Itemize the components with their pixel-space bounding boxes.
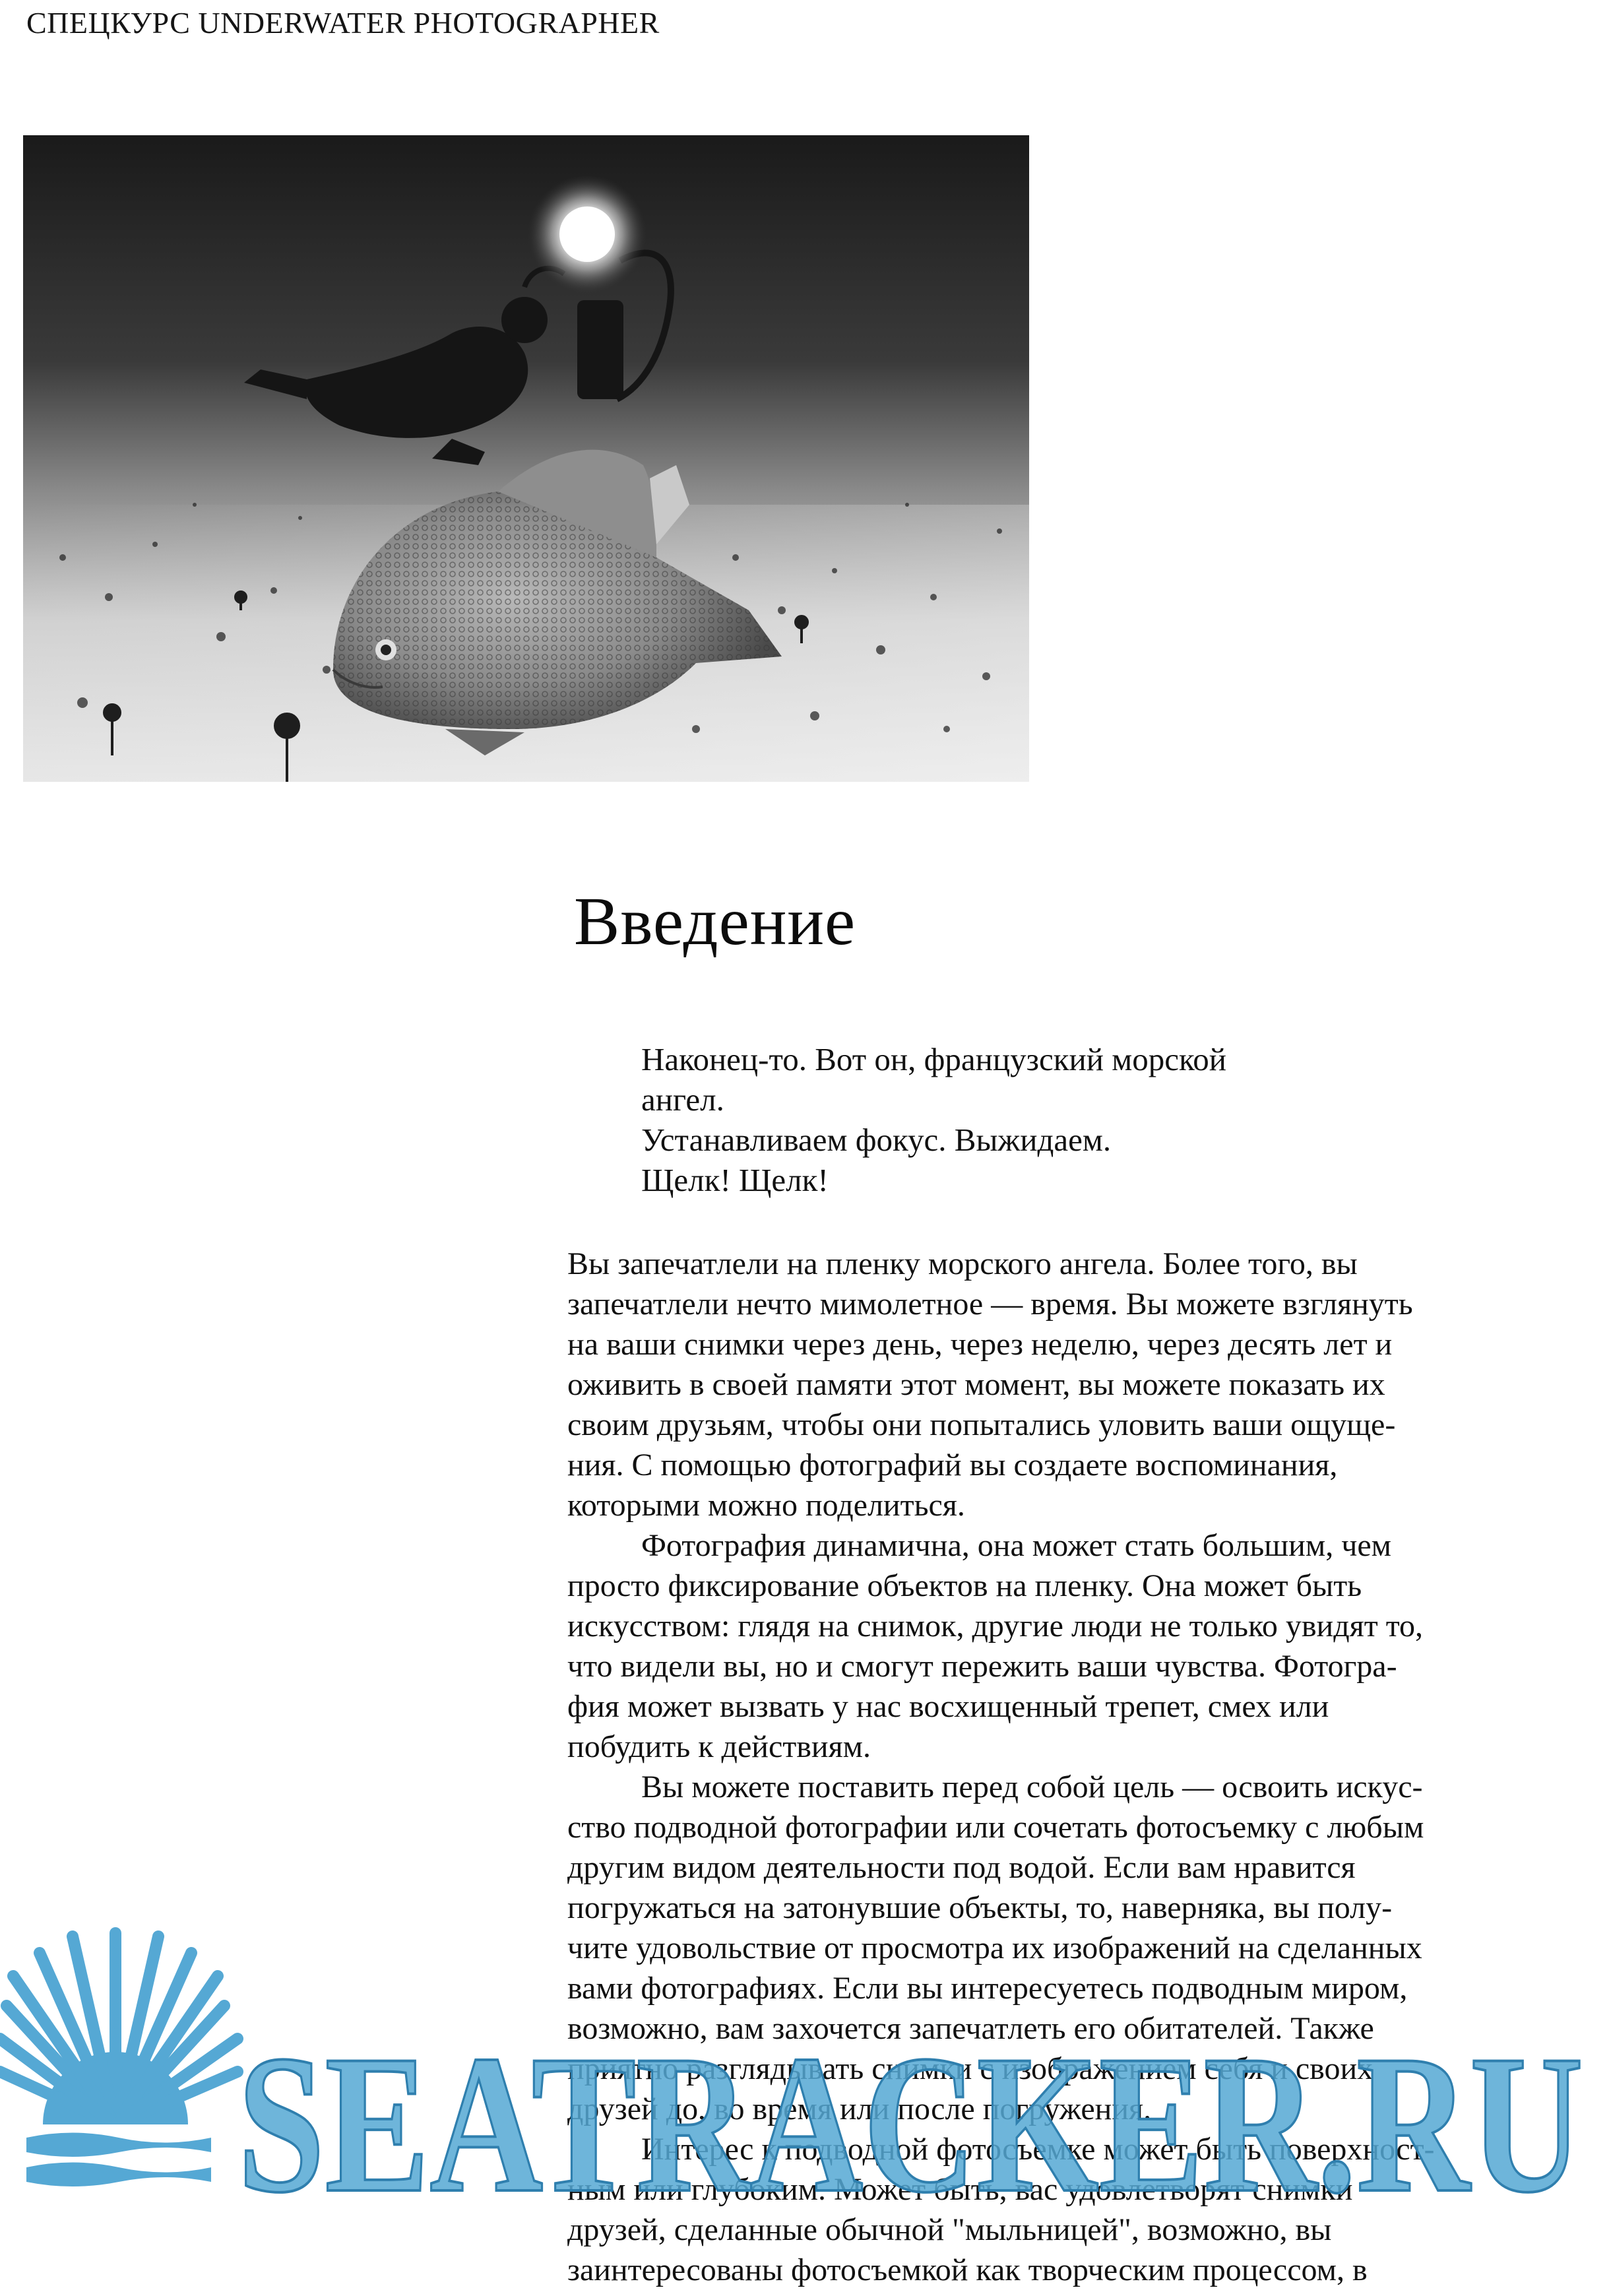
body-line: вами фотографиях. Если вы интересуетесь подводным миром, — [567, 1971, 1408, 2006]
epigraph-line: Устанавливаем фокус. Выжидаем. — [641, 1122, 1112, 1158]
body-line: ния. С помощью фотографий вы создаете воспоминания, — [567, 1448, 1338, 1483]
body-line: заинтересованы фотосъемкой как творческим процессом, в — [567, 2252, 1368, 2287]
body-line: приятно разглядывать снимки с изображением себя и своих — [567, 2051, 1374, 2086]
body-line: погружаться на затонувшие объекты, то, наверняка, вы полу- — [567, 1890, 1393, 1925]
chapter-title: Введение — [574, 883, 856, 959]
body-line: фия может вызвать у нас восхищенный трепет, смех или — [567, 1689, 1329, 1724]
photo-diver-angelfish — [23, 135, 1029, 782]
watermark-text: SEATRACKER.RU — [237, 2014, 1583, 2233]
epigraph-line: Наконец-то. Вот он, французский морской — [641, 1041, 1227, 1077]
epigraph — [641, 1039, 1367, 1200]
body-line: что видели вы, но и смогут пережить ваши чувства. Фотогра- — [567, 1649, 1397, 1684]
body-line: Фотография динамична, она может стать большим, чем — [641, 1528, 1392, 1563]
body-line: на ваши снимки через день, через неделю, через десять лет и — [567, 1327, 1393, 1362]
body-line: ным или глубоким. Может быть, вас удовлетворят снимки — [567, 2172, 1353, 2207]
sun-icon — [0, 1933, 237, 2197]
running-header: СПЕЦКУРС UNDERWATER PHOTOGRAPHER — [26, 6, 660, 40]
body-line: запечатлели нечто мимолетное — время. Вы можете взглянуть — [567, 1287, 1413, 1322]
epigraph-line: Щелк! Щелк! — [641, 1162, 829, 1198]
body-line: своим друзьям, чтобы они попытались уловить ваши ощуще- — [567, 1407, 1396, 1442]
sea-waves — [26, 2133, 211, 2187]
body-line: Вы можете поставить перед собой цель — освоить искус- — [641, 1770, 1423, 1804]
epigraph-line: ангел. — [641, 1081, 724, 1118]
body-line: ство подводной фотографии или сочетать фотосъемку с любым — [567, 1810, 1424, 1845]
body-line: которыми можно поделиться. — [567, 1488, 965, 1523]
body-line: оживить в своей памяти этот момент, вы можете показать их — [567, 1367, 1385, 1402]
body-text — [567, 1244, 1570, 2290]
body-line: Интерес к подводной фотосъемке может быть поверхност- — [641, 2132, 1435, 2167]
body-line: Вы запечатлели на пленку морского ангела. Более того, вы — [567, 1246, 1358, 1281]
body-line: другим видом деятельности под водой. Если вам нравится — [567, 1850, 1356, 1885]
body-line: друзей до, во время или после погружения. — [567, 2091, 1152, 2126]
body-line: возможно, вам захочется запечатлеть его обитателей. Также — [567, 2011, 1374, 2046]
body-line: побудить к действиям. — [567, 1729, 871, 1764]
body-line: просто фиксирование объектов на пленку. Она может быть — [567, 1568, 1362, 1603]
body-line: искусством: глядя на снимок, другие люди не только увидят то, — [567, 1609, 1424, 1643]
body-line: чите удовольствие от просмотра их изображений на сделанных — [567, 1930, 1422, 1965]
body-line: друзей, сделанные обычной "мыльницей", возможно, вы — [567, 2212, 1332, 2247]
